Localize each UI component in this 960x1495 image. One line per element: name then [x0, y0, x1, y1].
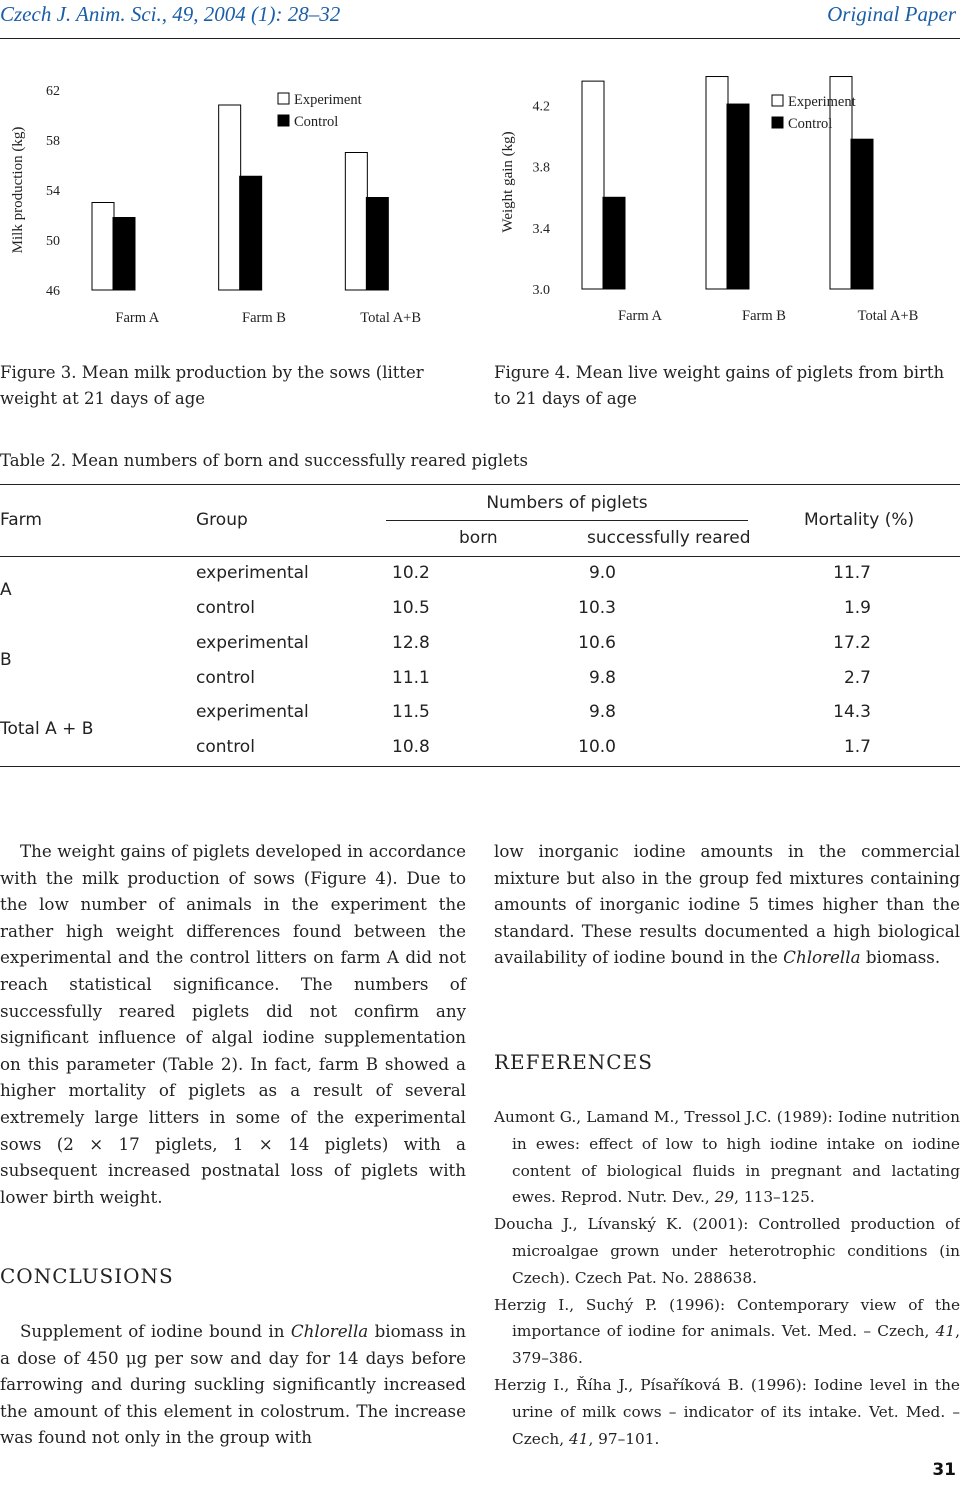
mortality-cell: 17.2 [833, 633, 871, 653]
experiment-bar [345, 153, 367, 291]
born-cell: 11.1 [392, 668, 430, 688]
legend-swatch [278, 93, 289, 104]
conclusions-text [0, 1318, 466, 1451]
legend-swatch [772, 117, 783, 128]
experiment-bar [706, 77, 728, 289]
reference-text: Doucha J., Lívanský K. (2001): Controlled production of microalgae grown under heterotrophic conditions (in Czech). Czech Pat. No. 288638. [494, 1215, 960, 1287]
legend-swatch [772, 95, 783, 106]
farm-label: B [0, 650, 12, 670]
mortality-cell: 1.9 [843, 598, 871, 618]
article-type: Original Paper [827, 2, 956, 26]
y-tick-label: 58 [46, 134, 60, 149]
y-tick-label: 3.8 [532, 160, 550, 176]
col-head-farm: Farm [0, 510, 42, 530]
control-bar [727, 104, 749, 289]
mortality-cell: 1.7 [843, 737, 871, 757]
col-head-numbers: Numbers of piglets [486, 493, 648, 513]
y-tick-label: 3.4 [532, 221, 550, 237]
farm-label: A [0, 580, 12, 600]
species-name: Chlorella [290, 1321, 369, 1341]
legend-label: Experiment [788, 94, 856, 110]
y-axis-label: Milk production (kg) [10, 126, 26, 254]
col-head-reared: successfully reared [587, 528, 751, 548]
reference-volume: 41 [935, 1322, 956, 1341]
reared-cell: 9.8 [588, 668, 616, 688]
reference-pages: , 97–101. [588, 1429, 660, 1448]
reference-item [494, 1372, 960, 1452]
y-tick-label: 4.2 [532, 99, 550, 115]
reference-volume: 29 [714, 1188, 735, 1207]
control-bar [113, 218, 135, 291]
table-caption: Table 2. Mean numbers of born and successfully reared piglets [0, 451, 529, 470]
group-cell: control [196, 668, 255, 688]
reference-text: Herzig I., Říha J., Písaříková B. (1996): Iodine level in the urine of milk cows – indicator of its intake. Vet. Med. – Czech, [494, 1375, 960, 1448]
born-cell: 12.8 [392, 633, 430, 653]
reared-cell: 9.8 [588, 702, 616, 722]
control-bar [603, 197, 625, 289]
reference-item [494, 1292, 960, 1372]
group-cell: control [196, 737, 255, 757]
y-tick-label: 62 [46, 84, 60, 99]
header-rule [0, 38, 960, 39]
reference-volume: 41 [568, 1429, 589, 1448]
y-axis-label: Weight gain (kg) [500, 131, 516, 233]
reared-cell: 10.0 [578, 737, 616, 757]
left-column [0, 838, 466, 1210]
control-bar [851, 139, 873, 289]
experiment-bar [219, 105, 241, 290]
born-cell: 10.2 [392, 563, 430, 583]
reference-item [494, 1211, 960, 1291]
conclusions-heading: CONCLUSIONS [0, 1264, 174, 1288]
y-tick-label: 46 [46, 284, 60, 299]
reference-pages: , 113–125. [734, 1188, 815, 1207]
conclusions-part: biomass in a dose of 450 μg per sow and day for 14 days before farrowing and during suckling significantly increased the amount of this element in colostrum. The increase was found not only in the group with [0, 1321, 467, 1448]
col-head-mortality: Mortality (%) [804, 510, 915, 530]
x-category-label: Farm B [742, 308, 786, 324]
control-bar [240, 176, 262, 290]
conclusions-paragraph [0, 1318, 466, 1451]
legend-label: Control [788, 116, 833, 132]
farm-label: Total A + B [0, 719, 94, 739]
col-head-group: Group [196, 510, 248, 530]
y-tick-label: 3.0 [532, 283, 550, 298]
group-cell: control [196, 598, 255, 618]
figure4-chart [490, 70, 960, 330]
figure4-caption: Figure 4. Mean live weight gains of piglets from birth to 21 days of age [494, 363, 945, 408]
reference-text: Herzig I., Suchý P. (1996): Contemporary view of the importance of iodine for animals. Vet. Med. – Czech, [494, 1295, 960, 1341]
x-category-label: Farm B [242, 310, 286, 326]
right-column [494, 838, 960, 971]
x-category-label: Total A+B [857, 308, 919, 324]
reared-cell: 10.6 [578, 633, 616, 653]
experiment-bar [92, 203, 114, 291]
journal-citation: Czech J. Anim. Sci., 49, 2004 (1): 28–32 [0, 2, 341, 26]
species-name: Chlorella [783, 947, 861, 968]
x-category-label: Farm A [618, 308, 662, 324]
mortality-cell: 2.7 [843, 668, 871, 688]
reference-text: Aumont G., Lamand M., Tressol J.C. (1989): Iodine nutrition in ewes: effect of low to high iodine intake on iodine content of biological fluids in pregnant and lactating ewes. Reprod. Nutr. Dev., [494, 1108, 960, 1207]
continuation-part: biomass. [860, 947, 941, 968]
born-cell: 10.8 [392, 737, 430, 757]
col-head-born: born [459, 528, 498, 548]
table-top-rule [0, 484, 960, 485]
mortality-cell: 11.7 [833, 563, 871, 583]
mortality-cell: 14.3 [833, 702, 871, 722]
reference-list [494, 1104, 960, 1452]
experiment-bar [582, 81, 604, 289]
y-tick-label: 54 [46, 184, 60, 199]
reared-cell: 9.0 [588, 563, 616, 583]
reference-pages: , 379–386. [512, 1322, 960, 1368]
conclusions-part: Supplement of iodine bound in [20, 1321, 291, 1341]
legend-label: Experiment [294, 92, 362, 108]
y-tick-label: 50 [46, 234, 60, 249]
x-category-label: Farm A [115, 310, 160, 326]
born-cell: 11.5 [392, 702, 430, 722]
numbers-underline [386, 520, 748, 521]
continuation-paragraph [494, 838, 960, 971]
legend-swatch [278, 115, 289, 126]
reference-item [494, 1104, 960, 1211]
figure3-chart [0, 70, 470, 330]
x-category-label: Total A+B [360, 310, 422, 326]
table-bottom-rule [0, 766, 960, 767]
table-body [196, 563, 956, 773]
figure3-caption: Figure 3. Mean milk production by the sows (litter weight at 21 days of age [0, 363, 424, 408]
references-heading: REFERENCES [494, 1050, 653, 1074]
page-number: 31 [932, 1460, 956, 1480]
group-cell: experimental [196, 702, 309, 722]
born-cell: 10.5 [392, 598, 430, 618]
group-cell: experimental [196, 563, 309, 583]
table-head-rule [0, 556, 960, 557]
group-cell: experimental [196, 633, 309, 653]
control-bar [366, 198, 388, 291]
reared-cell: 10.3 [578, 598, 616, 618]
continuation-part: low inorganic iodine amounts in the commercial mixture but also in the group fed mixtures containing amounts of inorganic iodine 5 times higher than the standard. These results documented a high biological availability of iodine bound in the [494, 841, 960, 968]
discussion-paragraph: The weight gains of piglets developed in accordance with the milk production of sows (Figure 4). Due to the low number of animals in the experiment the rather high weight differences found between the experimental and the control litters on farm A did not reach statistical significance. The numbers of successfully reared piglets did not confirm any significant influence of algal iodine supplementation on this parameter (Table 2). In fact, farm B showed a higher mortality of piglets as a result of several extremely large litters in some of the experimental sows (2 × 17 piglets, 1 × 14 piglets) with a subsequent increased postnatal loss of piglets with lower birth weight. [0, 841, 466, 1207]
legend-label: Control [294, 114, 339, 130]
